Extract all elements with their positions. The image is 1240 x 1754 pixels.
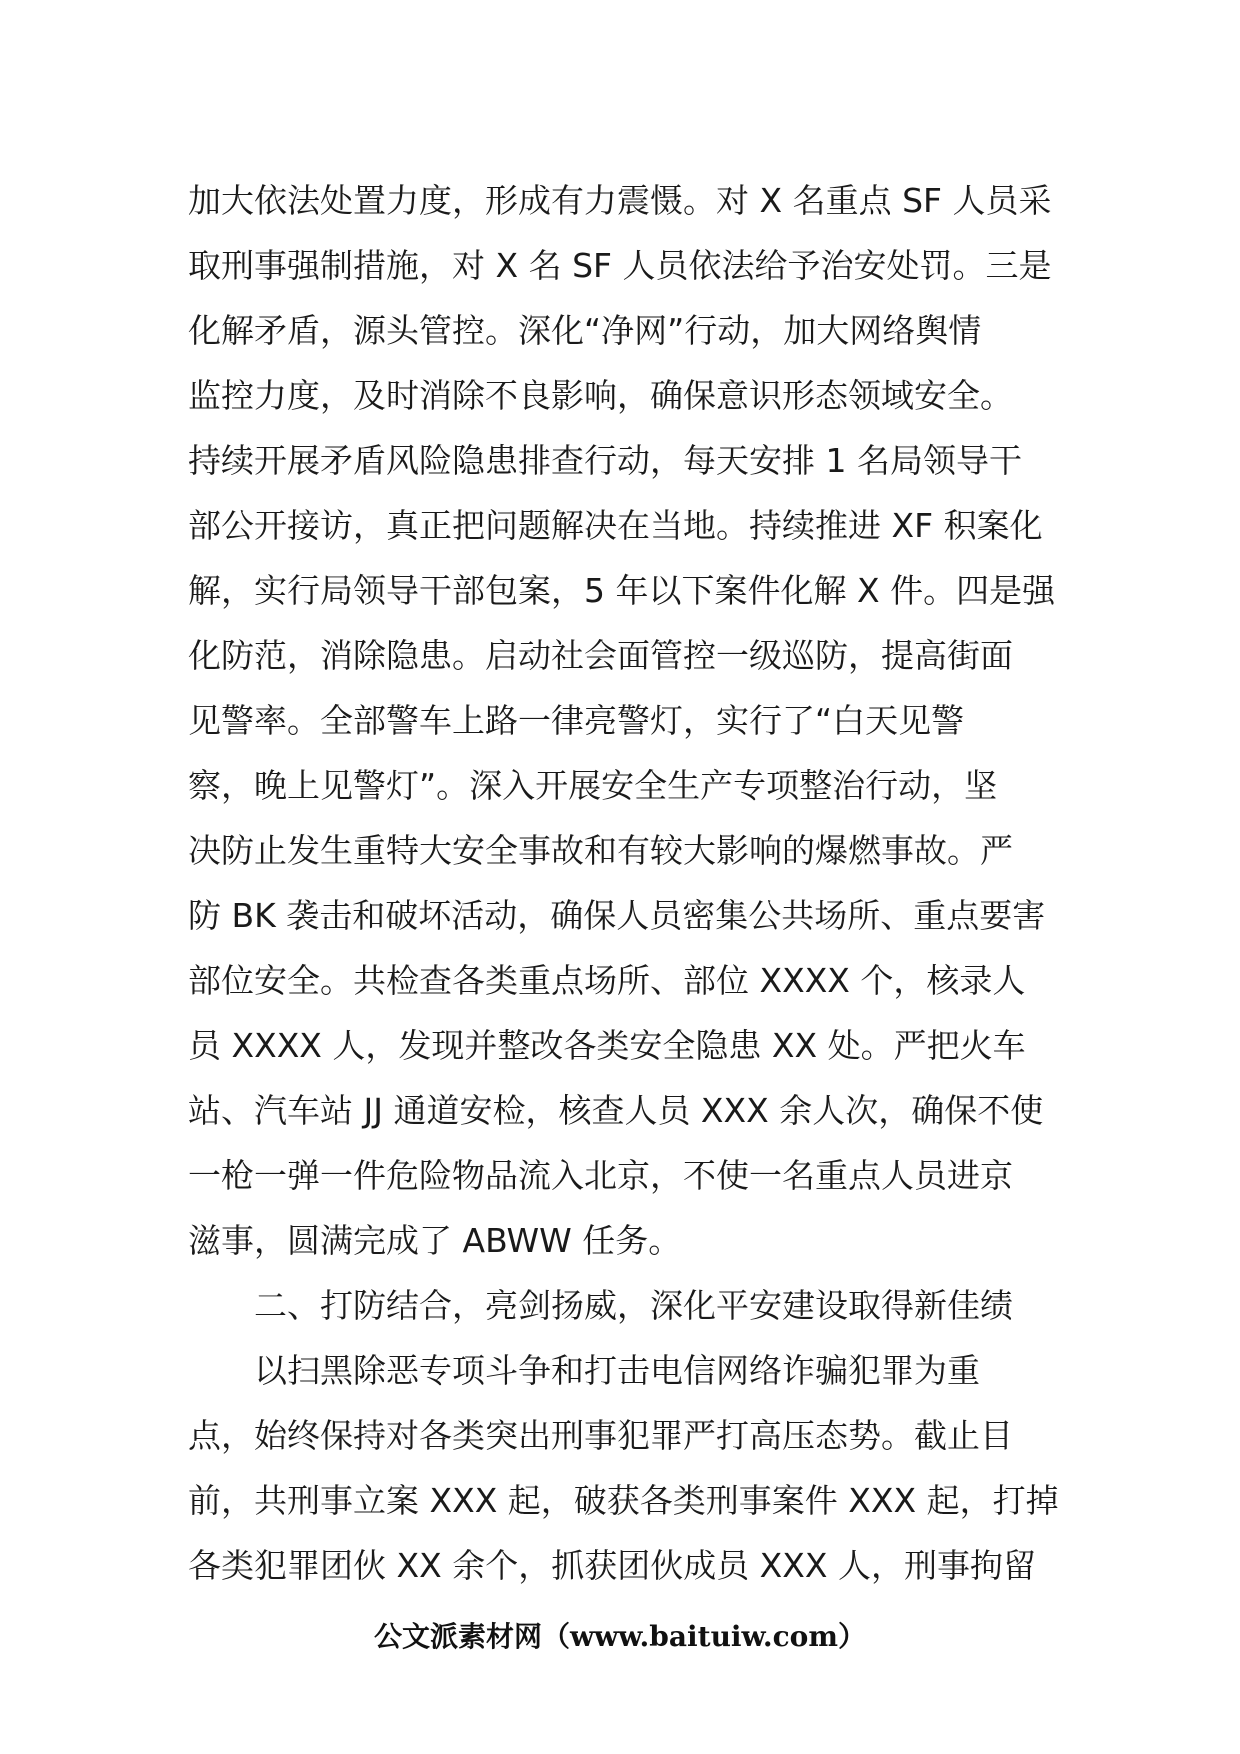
text-line: 部公开接访，真正把问题解决在当地。持续推进 XF 积案化	[188, 506, 1043, 545]
text-line: 持续开展矛盾风险隐患排查行动，每天安排 1 名局领导干	[188, 441, 1022, 480]
text-line: 一枪一弹一件危险物品流入北京，不使一名重点人员进京	[188, 1156, 1013, 1195]
text-line: 察，晚上见警灯”。深入开展安全生产专项整治行动，坚	[188, 766, 998, 805]
text-line: 防 BK 袭击和破坏活动，确保人员密集公共场所、重点要害	[188, 896, 1046, 935]
text-line: 滋事，圆满完成了 ABWW 任务。	[188, 1221, 682, 1260]
section-heading: 二、打防结合，亮剑扬威，深化平安建设取得新佳绩	[188, 1286, 1013, 1325]
text-line: 加大依法处置力度，形成有力震慑。对 X 名重点 SF 人员采	[188, 181, 1052, 220]
text-line: 决防止发生重特大安全事故和有较大影响的爆燃事故。严	[188, 831, 1013, 870]
text-line: 化解矛盾，源头管控。深化“净网”行动，加大网络舆情	[188, 311, 982, 350]
text-line: 站、汽车站 JJ 通道安检，核查人员 XXX 余人次，确保不使	[188, 1091, 1044, 1130]
text-line: 前，共刑事立案 XXX 起，破获各类刑事案件 XXX 起，打掉	[188, 1481, 1059, 1520]
text-line: 以扫黑除恶专项斗争和打击电信网络诈骗犯罪为重	[188, 1351, 980, 1390]
text-line: 点，始终保持对各类突出刑事犯罪严打高压态势。截止目	[188, 1416, 1013, 1455]
text-line: 监控力度，及时消除不良影响，确保意识形态领域安全。	[188, 376, 1013, 415]
text-line: 化防范，消除隐患。启动社会面管控一级巡防，提高街面	[188, 636, 1013, 675]
text-line: 取刑事强制措施，对 X 名 SF 人员依法给予治安处罚。三是	[188, 246, 1052, 285]
text-line: 见警率。全部警车上路一律亮警灯，实行了“白天见警	[188, 701, 965, 740]
page-footer-watermark: 公文派素材网（www.baituiw.com）	[374, 1620, 866, 1653]
text-line: 各类犯罪团伙 XX 余个，抓获团伙成员 XXX 人，刑事拘留	[188, 1546, 1036, 1585]
text-line: 解，实行局领导干部包案，5 年以下案件化解 X 件。四是强	[188, 571, 1056, 610]
text-line: 员 XXXX 人，发现并整改各类安全隐患 XX 处。严把火车	[188, 1026, 1026, 1065]
text-line: 部位安全。共检查各类重点场所、部位 XXXX 个，核录人	[188, 961, 1026, 1000]
document-body	[188, 168, 1058, 1598]
